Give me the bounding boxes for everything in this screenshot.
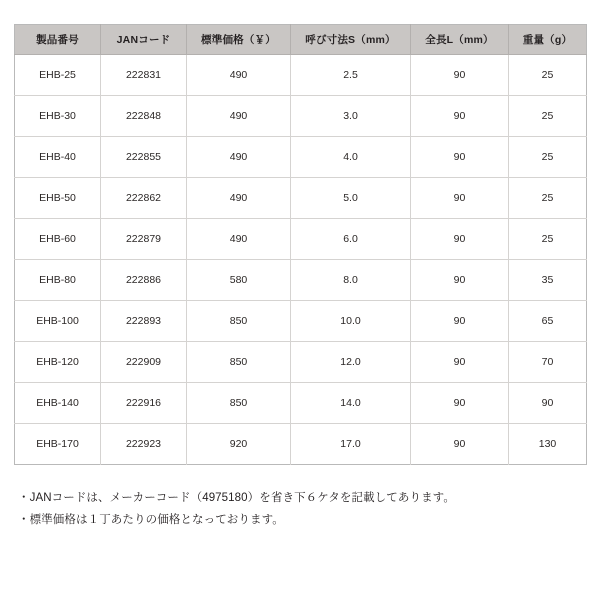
table-row (15, 178, 587, 219)
cell-standard-price: 850 (187, 342, 291, 383)
product-spec-table (14, 24, 587, 465)
cell-jan-code: 222923 (101, 424, 187, 465)
cell-total-length: 90 (411, 424, 509, 465)
cell-weight: 25 (509, 55, 587, 96)
cell-jan-code: 222879 (101, 219, 187, 260)
table-row (15, 301, 587, 342)
table-row (15, 55, 587, 96)
cell-total-length: 90 (411, 137, 509, 178)
column-header-total-length: 全長L（mm） (411, 25, 509, 55)
cell-weight: 25 (509, 96, 587, 137)
cell-standard-price: 490 (187, 96, 291, 137)
cell-standard-price: 490 (187, 137, 291, 178)
cell-product-number: EHB-170 (15, 424, 101, 465)
cell-weight: 35 (509, 260, 587, 301)
cell-standard-price: 490 (187, 178, 291, 219)
cell-product-number: EHB-30 (15, 96, 101, 137)
cell-product-number: EHB-40 (15, 137, 101, 178)
cell-product-number: EHB-100 (15, 301, 101, 342)
cell-product-number: EHB-140 (15, 383, 101, 424)
cell-nominal-size: 5.0 (291, 178, 411, 219)
table-body (15, 55, 587, 465)
cell-standard-price: 920 (187, 424, 291, 465)
cell-nominal-size: 2.5 (291, 55, 411, 96)
cell-jan-code: 222916 (101, 383, 187, 424)
cell-weight: 25 (509, 178, 587, 219)
cell-standard-price: 850 (187, 383, 291, 424)
cell-total-length: 90 (411, 178, 509, 219)
column-header-nominal-size: 呼び寸法S（mm） (291, 25, 411, 55)
note-jan-code: ・JANコードは、メーカーコード（4975180）を省き下６ケタを記載してあります。 (18, 492, 455, 504)
cell-product-number: EHB-120 (15, 342, 101, 383)
table-row (15, 383, 587, 424)
cell-nominal-size: 4.0 (291, 137, 411, 178)
column-header-standard-price: 標準価格（￥） (187, 25, 291, 55)
cell-jan-code: 222848 (101, 96, 187, 137)
cell-product-number: EHB-25 (15, 55, 101, 96)
cell-nominal-size: 6.0 (291, 219, 411, 260)
table-row (15, 342, 587, 383)
cell-jan-code: 222909 (101, 342, 187, 383)
cell-jan-code: 222893 (101, 301, 187, 342)
table-row (15, 137, 587, 178)
table-row (15, 260, 587, 301)
cell-total-length: 90 (411, 342, 509, 383)
cell-total-length: 90 (411, 55, 509, 96)
cell-standard-price: 490 (187, 219, 291, 260)
cell-nominal-size: 3.0 (291, 96, 411, 137)
notes-section (14, 487, 586, 532)
cell-weight: 65 (509, 301, 587, 342)
cell-nominal-size: 10.0 (291, 301, 411, 342)
cell-standard-price: 580 (187, 260, 291, 301)
cell-product-number: EHB-50 (15, 178, 101, 219)
cell-nominal-size: 8.0 (291, 260, 411, 301)
cell-weight: 130 (538, 438, 557, 450)
cell-standard-price: 850 (187, 301, 291, 342)
cell-weight: 25 (509, 137, 587, 178)
cell-total-length: 90 (411, 260, 509, 301)
column-header-product-number: 製品番号 (15, 25, 101, 55)
table-row (15, 96, 587, 137)
cell-weight: 25 (509, 219, 587, 260)
cell-jan-code: 222886 (101, 260, 187, 301)
cell-weight: 90 (509, 383, 587, 424)
cell-product-number: EHB-80 (15, 260, 101, 301)
cell-nominal-size: 12.0 (291, 342, 411, 383)
table-row (15, 219, 587, 260)
cell-total-length: 90 (411, 301, 509, 342)
cell-nominal-size: 17.0 (291, 424, 411, 465)
table-header (15, 25, 587, 55)
cell-jan-code: 222855 (101, 137, 187, 178)
cell-nominal-size: 14.0 (291, 383, 411, 424)
cell-jan-code: 222862 (101, 178, 187, 219)
column-header-weight: 重量（g） (509, 25, 587, 55)
table-row (15, 424, 587, 465)
cell-total-length: 90 (411, 383, 509, 424)
cell-total-length: 90 (411, 219, 509, 260)
cell-weight: 70 (509, 342, 587, 383)
column-header-jan-code: JANコード (101, 25, 187, 55)
table-header-row (15, 25, 587, 55)
cell-product-number: EHB-60 (15, 219, 101, 260)
cell-standard-price: 490 (187, 55, 291, 96)
note-standard-price: ・標準価格は１丁あたりの価格となっております。 (18, 514, 284, 527)
cell-jan-code: 222831 (101, 55, 187, 96)
cell-total-length: 90 (411, 96, 509, 137)
